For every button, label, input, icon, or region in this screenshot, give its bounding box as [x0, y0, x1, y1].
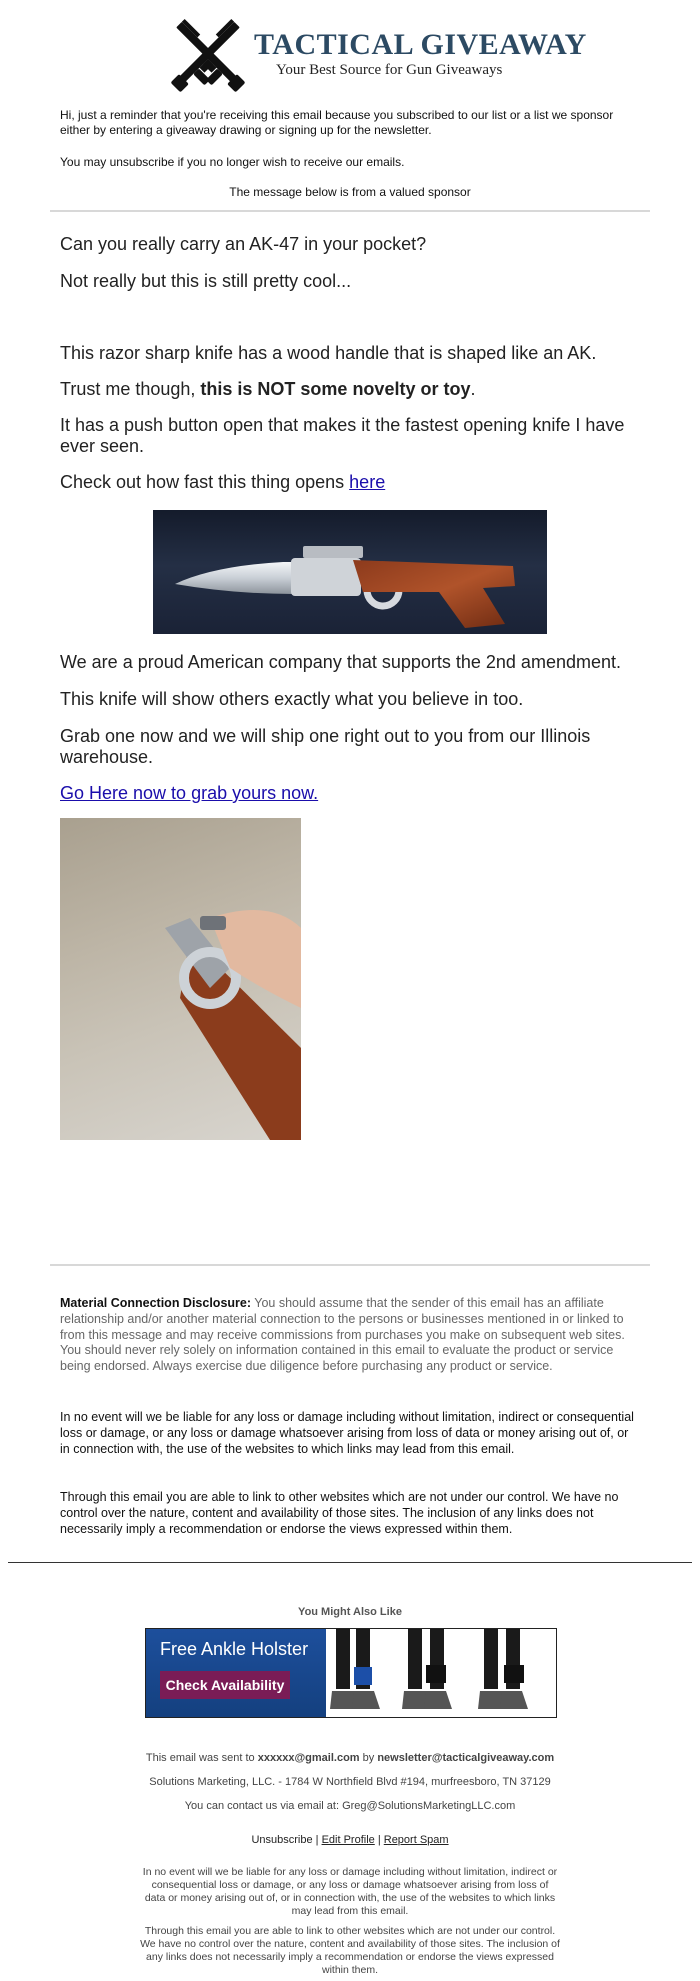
message-line: Can you really carry an AK-47 in your pocket? [60, 234, 427, 254]
report-spam-link[interactable]: Report Spam [383, 1834, 449, 1846]
message-text: Check out how fast this thing opens [60, 472, 350, 492]
header-logo[interactable] [158, 10, 587, 100]
message-line [60, 379, 640, 400]
footer-links [0, 1834, 700, 1846]
here-link[interactable]: here [349, 472, 386, 492]
footer-links-disclaimer: Through this email you are able to link to other websites which are not under our control. We have no control over the nature, content and availability of those sites. The inclusion of any links does not necessarily imply a recommendation or endorse the views expressed within them. [140, 1925, 560, 1976]
sponsor-note: The message below is from a valued sponsor [229, 185, 471, 199]
message-emphasis: this is NOT some novelty or toy [200, 379, 471, 399]
holster-legs-illustration [326, 1629, 556, 1717]
sent-to-line [0, 1752, 700, 1764]
footer-liability: In no event will we be liable for any loss or damage including without limitation, indirect or consequential loss or damage, or any loss or damage whatsoever arising from loss of data or money arising out of, or in connection with, the use of the websites to which links may lead from this email. [142, 1866, 558, 1917]
knife-hand-illustration [60, 818, 301, 1140]
logo-tagline: Your Best Source for Gun Giveaways [276, 62, 503, 78]
ankle-holster-ad-banner[interactable] [145, 1628, 557, 1718]
unsubscribe-link[interactable]: Unsubscribe [251, 1834, 313, 1846]
disclosure-label: Material Connection Disclosure: [60, 1296, 252, 1310]
sent-mid: by [359, 1752, 378, 1764]
knife-product-image[interactable] [153, 510, 547, 634]
footer-divider [8, 1562, 692, 1563]
liability-disclaimer: In no event will we be liable for any loss or damage including without limitation, indirect or consequential loss or damage, or any loss or damage whatsoever arising from loss of data or money arising out of, or in connection with, the use of the websites to which links may lead from this email. [60, 1410, 634, 1456]
message-text: . [470, 379, 476, 399]
message-line: We are a proud American company that supports the 2nd amendment. [60, 652, 621, 672]
intro-reminder: Hi, just a reminder that you're receiving this email because you subscribed to our list or a list we sponsor either by entering a giveaway drawing or signing up for the newsletter. [60, 108, 614, 137]
knife-in-hand-photo[interactable] [60, 818, 301, 1140]
company-address: Solutions Marketing, LLC. - 1784 W Northfield Blvd #194, murfreesboro, TN 37129 [149, 1776, 551, 1788]
edit-profile-link[interactable]: Edit Profile [321, 1834, 375, 1846]
divider [50, 1264, 650, 1266]
intro-unsubscribe-note: You may unsubscribe if you no longer wish to receive our emails. [60, 155, 405, 169]
banner-panel [146, 1629, 326, 1717]
divider [50, 210, 650, 212]
message-line: It has a push button open that makes it the fastest opening knife I have ever seen. [60, 415, 625, 456]
disclosure-text: You should assume that the sender of this email has an affiliate relationship and/or another material connection to the persons or businesses mentioned in or linked to from this message and may receive commissions from purchases you make on subsequent web sites. You should never rely solely on information contained in this email to evaluate the product or service being endorsed. Always exercise due diligence before purchasing any product or service. [60, 1296, 625, 1374]
sender-email: newsletter@tacticalgiveaway.com [377, 1752, 555, 1764]
message-text: Trust me though, [60, 379, 201, 399]
message-line [60, 472, 640, 493]
recipient-email: xxxxxx@gmail.com [257, 1752, 360, 1764]
material-disclosure [60, 1296, 640, 1375]
contact-line: You can contact us via email at: Greg@SolutionsMarketingLLC.com [184, 1800, 516, 1812]
check-availability-button[interactable]: Check Availability [160, 1671, 290, 1699]
message-line [60, 783, 640, 804]
banner-title: Free Ankle Holster [160, 1639, 309, 1659]
crossed-rifles-icon [158, 10, 258, 100]
message-line: This knife will show others exactly what you believe in too. [60, 689, 524, 709]
link-separator: | [312, 1834, 322, 1846]
external-links-disclaimer: Through this email you are able to link to other websites which are not under our control. We have no control over the nature, content and availability of those sites. The inclusion of any links does not necessarily imply a recommendation or endorse the views expressed within them. [60, 1490, 619, 1536]
knife-illustration [153, 510, 547, 634]
message-line: This razor sharp knife has a wood handle that is shaped like an AK. [60, 343, 597, 363]
might-also-like-heading: You Might Also Like [298, 1606, 402, 1618]
sent-pre: This email was sent to [145, 1752, 258, 1764]
logo-title: TACTICAL GIVEAWAY [254, 28, 587, 61]
link-separator: | [374, 1834, 384, 1846]
message-line: Not really but this is still pretty cool... [60, 271, 352, 291]
message-line: Grab one now and we will ship one right out to you from our Illinois warehouse. [60, 726, 591, 767]
cta-link[interactable]: Go Here now to grab yours now. [60, 783, 319, 803]
